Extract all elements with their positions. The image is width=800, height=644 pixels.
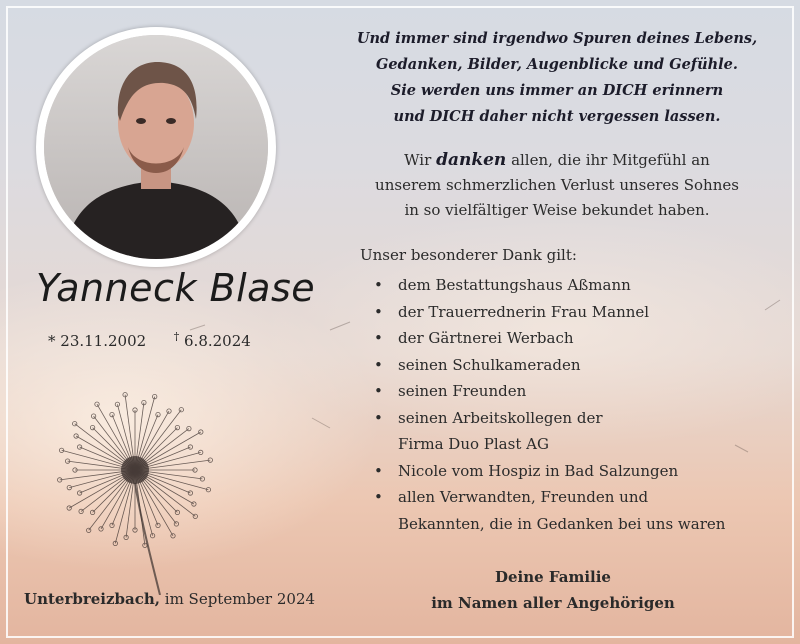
special-thanks-title: Unser besonderer Dank gilt: [360,246,577,264]
verse-line: Sie werden uns immer an DICH erinnern [390,82,724,99]
list-item-text: der Gärtnerei Werbach [398,329,574,347]
list-item [372,378,725,405]
place-date: im September 2024 [164,590,316,608]
list-item [372,405,725,458]
list-item-text: der Trauerrednerin Frau Mannel [398,302,650,321]
death-symbol: † [173,330,180,343]
verse-line: Gedanken, Bilder, Augenblicke und Gefühle. [376,56,738,73]
thanks-pre: Wir [404,151,432,169]
bullet: • [374,276,383,294]
bullet: • [374,488,383,506]
place-and-date [24,590,315,608]
list-item-text: seinen Freunden [398,382,527,400]
list-item [372,299,725,326]
list-item [372,272,725,299]
birth-symbol: * [48,332,56,350]
list-item-text: seinen Schulkameraden [398,355,581,374]
bullet: • [374,408,383,427]
place-name: Unterbreizbach, [24,590,160,608]
list-item [372,458,725,485]
list-item-text: Firma Duo Plast AG [398,435,549,453]
special-thanks-list [372,272,725,537]
list-item-text: Bekannten, die in Gedanken bei uns waren [398,514,726,533]
verse-line: Und immer sind irgendwo Spuren deines Lebens, [356,30,758,47]
thanks-paragraph [322,148,792,223]
list-item [372,484,725,537]
birth-date: 23.11.2002 [60,332,147,350]
list-item [372,352,725,379]
death-date: 6.8.2024 [184,332,251,350]
list-item-text: allen Verwandten, Freunden und [398,488,649,506]
portrait-photo [44,35,268,259]
thanks-line: in so vielfältiger Weise bekundet haben. [404,201,710,219]
life-dates [48,330,251,350]
list-item [372,325,725,352]
signature [408,564,698,616]
deceased-name: Yanneck Blase [36,266,316,310]
list-item-text: Nicole vom Hospiz in Bad Salzungen [398,461,679,480]
bullet: • [374,382,383,400]
dandelion-illustration [0,355,300,595]
bullet: • [374,355,383,374]
thanks-post: allen, die ihr Mitgefühl an [511,151,710,169]
verse-line: und DICH daher nicht vergessen lassen. [393,108,721,125]
bullet: • [374,302,383,321]
list-item-text: dem Bestattungshaus Aßmann [398,276,631,294]
list-item-text: seinen Arbeitskollegen der [398,408,603,427]
signature-line: im Namen aller Angehörigen [431,594,675,612]
memorial-verse [322,26,792,130]
thanks-line: unserem schmerzlichen Verlust unseres Sohnes [375,176,739,194]
signature-line: Deine Familie [495,568,611,586]
bullet: • [374,461,383,480]
thanks-emphasis: danken [436,150,507,170]
bullet: • [374,329,383,347]
